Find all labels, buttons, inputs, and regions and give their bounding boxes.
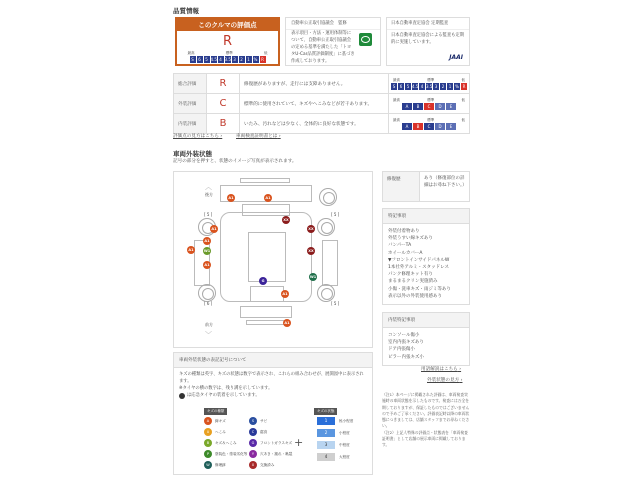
note-item: 外装付着物あり: [388, 229, 420, 234]
interior-notes-title: 内装特記事項: [383, 313, 469, 328]
glossary-link[interactable]: 用語解説はこちら ›: [421, 367, 462, 372]
damage-badge[interactable]: A1: [204, 263, 210, 267]
scale-step: 5: [406, 83, 410, 89]
footnote-2: （注2）上記人特殊の評価点・状態表を「車両検査証明書」として店舗の展示車両に掲載しております。: [382, 429, 468, 448]
scale-step: C: [424, 103, 434, 110]
scale-step: R: [261, 57, 264, 62]
jaai-title: 日本自動車査定協会 定期監査: [387, 18, 469, 30]
note-item: コンソール傷小: [388, 333, 420, 338]
legend-type-item: C 腐食: [249, 428, 267, 436]
types-tag: キズの種類: [204, 408, 227, 415]
interior-notes-box: [382, 312, 470, 366]
front-label: 前方: [205, 322, 213, 327]
supervisor-box: [285, 17, 381, 66]
note-item: ホイールカバーA: [388, 250, 423, 256]
exterior-scale: [391, 103, 467, 110]
front-panel-outline: [240, 306, 292, 318]
rear-label: 後方: [205, 192, 213, 197]
car-diagram: [173, 171, 373, 348]
rating-grade: R: [207, 74, 240, 94]
damage-level-icon: 2: [317, 429, 335, 437]
scale-step: %: [455, 83, 459, 89]
rating-scale: [177, 56, 278, 63]
damage-badge[interactable]: A1: [282, 292, 288, 296]
scale-step: A: [402, 123, 412, 130]
damage-type-icon: W: [204, 461, 212, 469]
damage-type-icon: P: [204, 450, 212, 458]
scale-step: D: [435, 123, 445, 130]
scale-step: E: [446, 103, 456, 110]
legend-text-2: ※タイヤの横の数字は、残り溝を示しています。: [179, 386, 273, 391]
rating-scale-cell: 最高 標準 低 A B C D E: [389, 114, 470, 134]
damage-badge[interactable]: A1: [265, 196, 271, 200]
damage-type-icon: U: [204, 428, 212, 436]
spare-tire-marker-icon: [179, 393, 185, 399]
damage-level-label: 大程度: [339, 455, 350, 459]
scale-label-low: 低: [264, 51, 268, 55]
damage-badge[interactable]: XX: [283, 218, 289, 222]
scale-step: 2: [441, 83, 445, 89]
legend-type-item: U へこみ: [204, 428, 226, 436]
damage-type-icon: C: [249, 428, 257, 436]
interior-notes-list: [383, 328, 469, 365]
legend-type-item: A 線キズ: [204, 417, 226, 425]
note-item: まるまるクリン実施済み: [388, 279, 438, 285]
legend-type-item: P 塗装色・塗装劣化等: [204, 450, 247, 458]
note-item: 外装うすい線キズあり: [388, 236, 433, 242]
spare-tire-icon: [319, 188, 337, 206]
rating-grade: B: [207, 114, 240, 134]
scale-step: D: [435, 103, 445, 110]
interior-scale: [391, 123, 467, 130]
scale-step: 4: [420, 83, 424, 89]
levels-tag: キズの状態: [314, 408, 337, 415]
note-item: 1本社外アルミ・スタッドレス: [388, 265, 450, 271]
toyota-ucar-logo-icon: [359, 33, 372, 46]
note-item: 小傷・洗車キズ・雨ジミ等あり: [388, 286, 451, 292]
rating-desc: いたみ、汚れなどは少なく、全体的に良好な状態です。: [240, 114, 389, 134]
damage-badge[interactable]: W1: [203, 249, 211, 253]
damage-level-label: 中程度: [339, 443, 350, 447]
exterior-section-title: 車両外装状態: [173, 150, 212, 158]
scale-step: 5: [205, 57, 208, 62]
scale-step: R: [462, 83, 466, 89]
damage-badge[interactable]: A1: [204, 239, 210, 243]
damage-type-icon: A: [204, 417, 212, 425]
scale-label-standard: 標準: [225, 51, 233, 55]
scale-step: 2: [240, 57, 243, 62]
tire-depth-front-right: [ 5 ]: [331, 301, 340, 306]
note-item: バンパーTA: [388, 243, 412, 249]
damage-badge[interactable]: A1: [284, 321, 290, 325]
damage-type-icon: S: [249, 417, 257, 425]
chevron-up-icon: ︿: [205, 183, 212, 191]
damage-type-icon: X: [249, 461, 257, 469]
damage-badge[interactable]: A1: [211, 227, 217, 231]
scale-step: 3.5: [224, 57, 231, 62]
legend-text-1: キズの種類は英字、キズの状態は数字で表示され、これらの組み合わせが、展開図中に表示されます。: [179, 372, 364, 384]
ratings-table: [173, 73, 470, 134]
scale-step: %: [253, 57, 258, 62]
rating-desc: 標準的に使用されていて、キズやへこみなどが若干あります。: [240, 94, 389, 114]
note-item: ピラー内張キズ小: [388, 354, 424, 360]
tire-depth-rear-left: [ 5 ]: [204, 212, 213, 217]
scale-step: B: [413, 103, 423, 110]
note-item: ▼フロントインサイドパネルW: [388, 257, 450, 263]
scale-step: S: [191, 57, 194, 62]
footnotes: [382, 392, 470, 449]
scale-step: 4: [219, 57, 222, 62]
scale-step: 1: [448, 83, 452, 89]
note-item: パンク修理キット有り: [388, 272, 433, 278]
scale-step: A: [402, 103, 412, 110]
legend-type-item: Y 穴あき・割れ・亀裂: [249, 450, 292, 458]
scale-step: 3: [233, 57, 236, 62]
rating-box-header: このクルマの評価点: [177, 19, 278, 31]
scale-step: 3: [434, 83, 438, 89]
tire-depth-rear-right: [ 5 ]: [331, 212, 340, 217]
rating-row-interior: [174, 114, 470, 134]
rating-scale-cell: 最高 標準 低 S 6 5 4.5 4 3.5 3 2 1 % R: [389, 74, 470, 94]
chevron-down-icon: ﹀: [205, 331, 212, 339]
scale-step: 3.5: [426, 83, 433, 89]
front-bumper-outline: [246, 320, 288, 325]
exterior-guide-link[interactable]: 外装状態の見方 ›: [427, 378, 463, 383]
special-notes-title: 特記事項: [383, 209, 469, 224]
repair-history-box: [382, 171, 470, 202]
jaai-box: [386, 17, 470, 66]
scale-step: E: [446, 123, 456, 130]
supervisor-text: 表示項目・方法・運用体制等について、自動車公正取引協議会の定める基準を満たした「トヨタU-Car品質評価制度」に基づき作成しております。: [291, 31, 355, 64]
damage-badge[interactable]: G: [259, 277, 267, 285]
damage-badge[interactable]: A1: [228, 196, 234, 200]
scale-step: 1: [247, 57, 250, 62]
plus-icon: +: [294, 436, 304, 449]
inspector-cert-link[interactable]: 車両検査証明書とは ›: [236, 134, 281, 139]
damage-type-icon: G: [249, 439, 257, 447]
scale-step: S: [392, 83, 396, 89]
rear-right-wheel-icon: [317, 218, 335, 236]
scale-step: 6: [198, 57, 201, 62]
front-right-wheel-icon: [317, 284, 335, 302]
right-side-outline: [322, 240, 338, 286]
damage-level-icon: 4: [317, 453, 335, 461]
legend-text-3: は応急タイヤの装着を示しています。: [187, 393, 260, 398]
legend-type-item: S サビ: [249, 417, 267, 425]
roof-outline: [248, 232, 286, 282]
scale-step: C: [424, 123, 434, 130]
rating-grade: R: [222, 34, 233, 49]
windshield-outline: [250, 286, 284, 302]
special-notes-box: [382, 208, 470, 305]
quality-section-title: 品質情報: [173, 7, 199, 15]
rating-label: 内装評価: [174, 114, 207, 134]
legend-type-item: B キズ＆へこみ: [204, 439, 237, 447]
legend-type-item: G フロントガラスキズ: [249, 439, 292, 447]
scale-step: 4.5: [210, 57, 217, 62]
rating-row-exterior: [174, 94, 470, 114]
scale-step: B: [413, 123, 423, 130]
legend-type-item: W 修理跡: [204, 461, 226, 469]
rating-scale-cell: 最高 標準 低 A B C D E: [389, 94, 470, 114]
jaai-logo-icon: JAAI: [449, 54, 463, 61]
damage-type-icon: Y: [249, 450, 257, 458]
exterior-subtitle: 記号の部分を押すと、状態のイメージ写真が表示されます。: [173, 159, 297, 164]
footnote-1: （注1）本ページに掲載された評価は、車両検査実施時の車両状態を示したものです。検査には万全を期しておりますが、保証したものではございませんので予めご了承ください。評価表記時以降の車両状態につきましては、店舗スタッフまでお尋ねください。: [382, 392, 470, 429]
rear-bumper-outline: [240, 178, 290, 183]
damage-type-icon: B: [204, 439, 212, 447]
note-item: 室内内張キズあり: [388, 340, 424, 346]
overall-scale: [391, 83, 467, 90]
rating-label: 総合評価: [174, 74, 207, 94]
damage-badge[interactable]: XX: [308, 249, 314, 253]
supervisor-title: 自動車公正取引協議会 監修: [286, 18, 380, 30]
tire-depth-front-left: [ 6 ]: [204, 301, 213, 306]
rating-desc: 修復歴がありますが、走行には支障ありません。: [240, 74, 389, 94]
damage-level-label: 小程度: [339, 431, 350, 435]
legend-title: 車両外装状態の表記記号について: [174, 353, 372, 368]
how-to-read-link[interactable]: 評価点の見方はこちら ›: [173, 134, 223, 139]
scale-step: 4.5: [412, 83, 419, 89]
rating-row-overall: [174, 74, 470, 94]
damage-level-label: 極小程度: [339, 419, 354, 423]
repair-history-value: あり（修復部位の詳細はお尋ね下さい。）: [424, 176, 467, 188]
damage-level-icon: 1: [317, 417, 335, 425]
damage-badge[interactable]: W1: [309, 275, 317, 279]
rating-grade: C: [207, 94, 240, 114]
damage-level-icon: 3: [317, 441, 335, 449]
damage-badge[interactable]: XX: [308, 227, 314, 231]
rating-label: 外装評価: [174, 94, 207, 114]
repair-history-label: 修復歴: [383, 172, 420, 201]
damage-badge[interactable]: A1: [188, 248, 194, 252]
special-notes-list: [383, 224, 469, 304]
overall-rating-box: [175, 17, 280, 66]
scale-step: 6: [399, 83, 403, 89]
note-item: ドア内張傷小: [388, 347, 415, 353]
front-left-wheel-icon: [198, 284, 216, 302]
note-item: 表示以外の外装使用感あり: [388, 293, 442, 299]
legend-box: [173, 352, 373, 475]
jaai-text: 日本自動車査定協会による監査も定期的に実施しています。: [391, 33, 465, 45]
scale-label-best: 最高: [187, 51, 195, 55]
legend-type-item: X 交換済み: [249, 461, 274, 469]
